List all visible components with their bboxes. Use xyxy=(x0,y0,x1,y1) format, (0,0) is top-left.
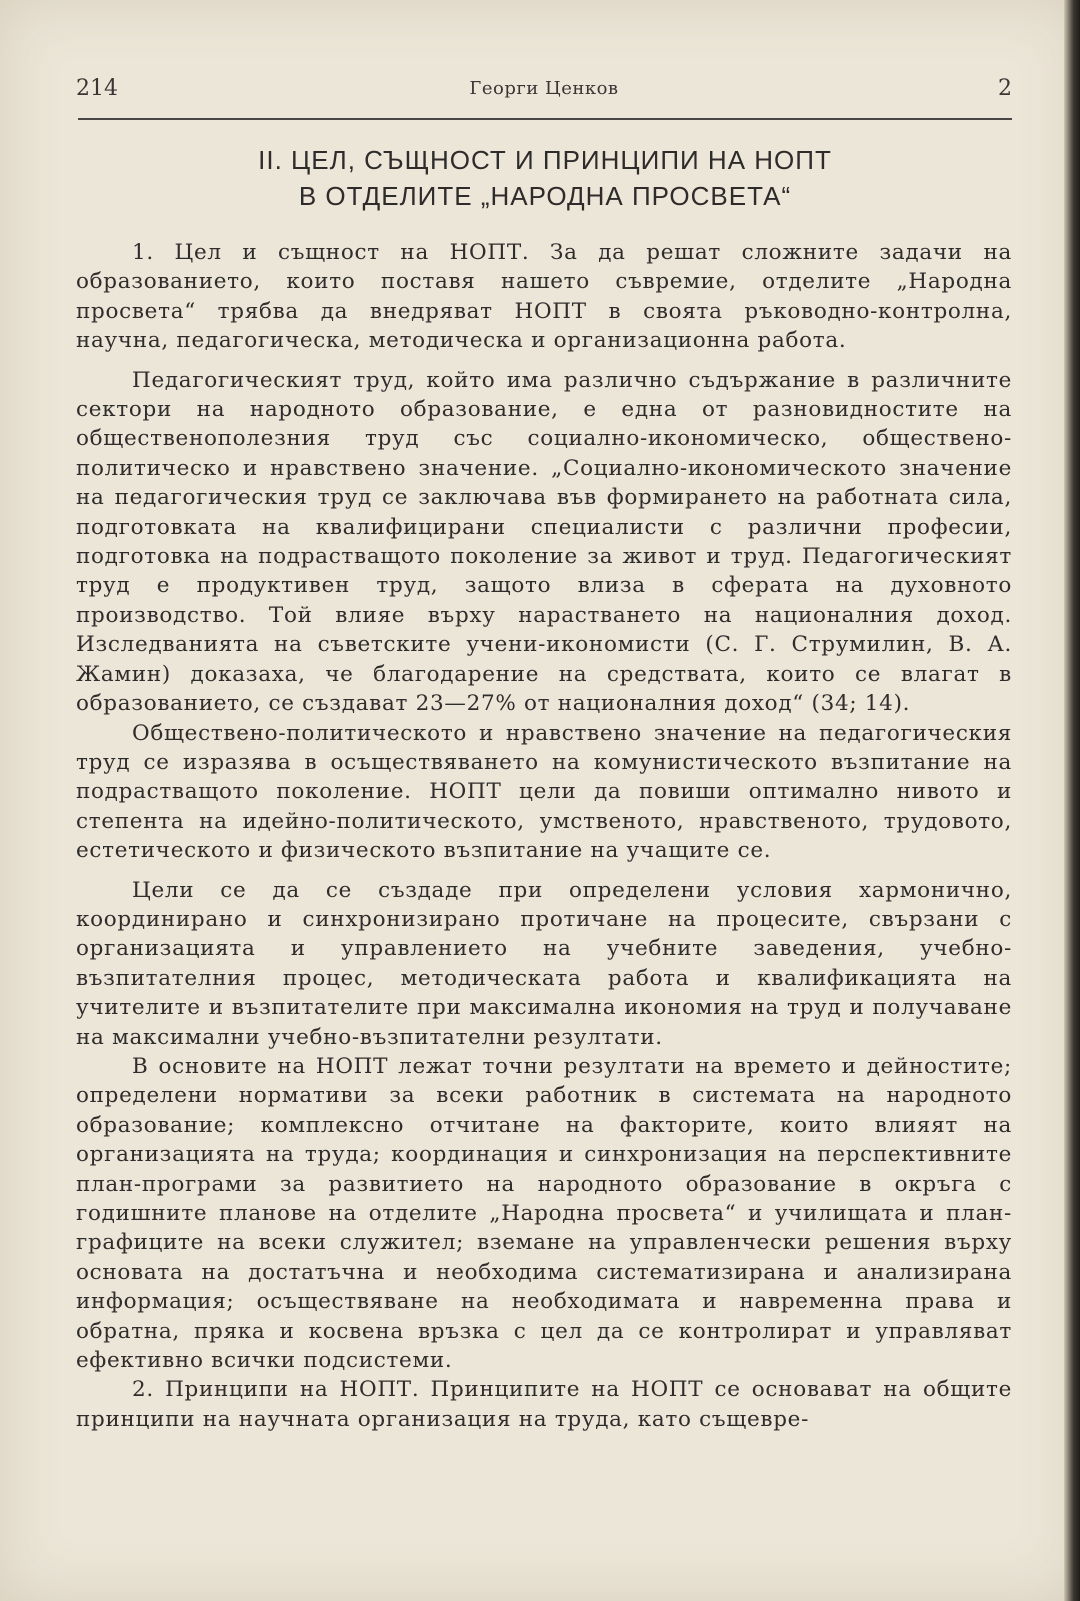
chapter-number: 2 xyxy=(998,76,1012,101)
body-text xyxy=(76,238,1012,1434)
page-header xyxy=(76,76,1012,108)
section-title xyxy=(78,142,1012,214)
paragraph-principles: 2. Принципи на НОПТ. Принципите на НОПТ се основават на общите принципи на научната организация на труда, като същевре- xyxy=(76,1377,1012,1432)
section-title-line-1: II. ЦЕЛ, СЪЩНОСТ И ПРИНЦИПИ НА НОПТ xyxy=(258,145,832,175)
paragraph-foundations: В основите на НОПТ лежат точни резултати на времето и дейностите; определени нормативи за всеки работник в системата на народното образование; комплексно отчитане на факторите, които влияят на организацията на труда; координация и синхронизация на перспективните план-програми за развитието на народното образование в окръга с годишните планове на отделите „Народна просвета“ и училищата и план-графиците на всеки служител; вземане на управленчески решения върху основата на достатъчна и необходима систематизирана и анализирана информация; осъществяване на необходимата и навременна права и обратна, пряка и косвена връзка с цел да се контролират и управляват ефективно всички подсистеми. xyxy=(76,1053,1012,1374)
paragraph-pedagogical-labor: Педагогическият труд, който има различно съдържание в различните сектори на народното образование, е една от разновидностите на общественополезния труд със социално-икономическо, обществено-политическо и нравствено значение. „Социално-икономическото значение на педагогическия труд се заключава във формирането на работната сила, подготовката на квалифицирани специалисти с различни професии, подготовка на подрастващото поколение за живот и труд. Педагогическият труд е продуктивен труд, защото влиза в сферата на духовното производство. Той влияе върху нарастването на националния доход. Изследванията на съветските учени-икономисти (С. Г. Струмилин, В. А. Жамин) доказаха, че благодарение на средствата, които се влагат в образованието, се създават 23—27% от националния доход“ (34; 14). xyxy=(76,367,1012,717)
page-edge-shadow xyxy=(1064,0,1080,1601)
page-number: 214 xyxy=(76,76,118,101)
header-rule xyxy=(78,118,1012,120)
paragraph-harmonic-process: Цели се да се създаде при определени условия хармонично, координирано и синхронизирано протичане на процесите, свързани с организацията и управлението на учебните заведения, учебно-възпитателния процес, методическата работа и квалификацията на учителите и възпитателите при максимална икономия на труд и получаване на максимални учебно-възпитателни резултати. xyxy=(76,877,1012,1050)
paragraph-goal-essence: 1. Цел и същност на НОПТ. За да решат сложните задачи на образованието, които поставя нашето съвремие, отделите „Народна просвета“ трябва да внедряват НОПТ в своята ръководно-контролна, научна, педагогическа, методическа и организационна работа. xyxy=(76,240,1012,354)
running-head-author: Георги Ценков xyxy=(469,78,619,99)
section-title-line-2: В ОТДЕЛИТЕ „НАРОДНА ПРОСВЕТА“ xyxy=(298,181,792,211)
paragraph-social-political: Обществено-политическото и нравствено значение на педагогическия труд се изразява в осъществяването на комунистическото възпитание на подрастващото поколение. НОПТ цели да повиши оптимално нивото и степента на идейно-политическото, умственото, нравственото, трудовото, естетическото и физическото възпитание на учащите се. xyxy=(76,720,1012,864)
